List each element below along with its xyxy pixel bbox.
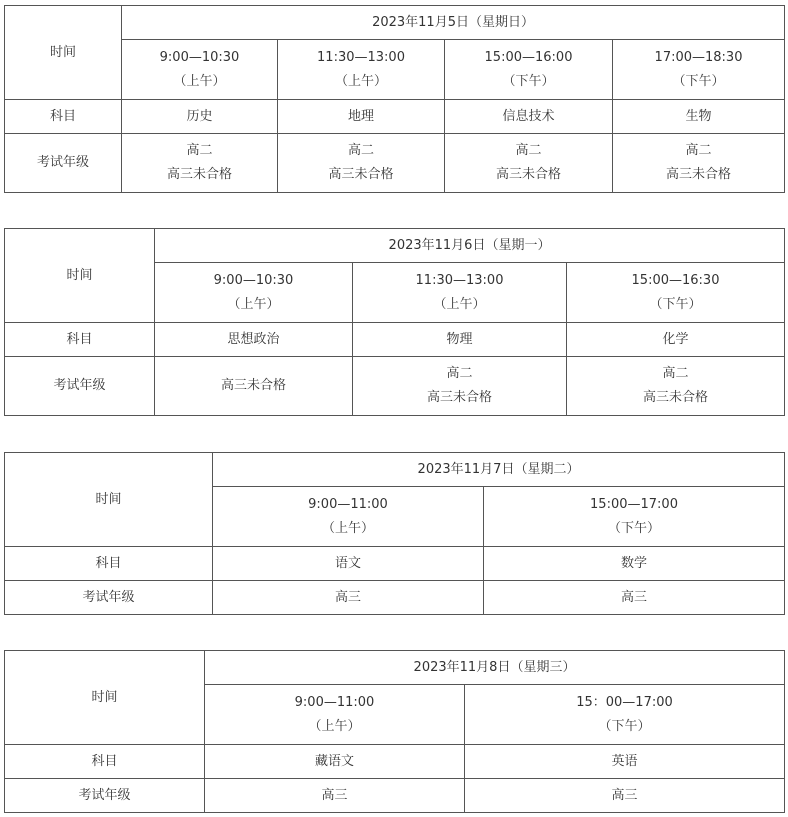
date-header: 2023年11月5日（星期日） <box>122 6 785 40</box>
subject-cell: 藏语文 <box>205 745 465 779</box>
subject-label: 科目 <box>5 547 213 581</box>
subject-cell: 信息技术 <box>445 100 613 134</box>
grade-cell: 高三 <box>205 779 465 813</box>
subject-cell: 化学 <box>567 323 785 357</box>
exam-schedule-table-day-1 <box>4 5 785 193</box>
time-range: 9:00—11:00 <box>308 496 388 512</box>
grade-line: 高二 <box>662 366 689 381</box>
subject-cell: 思想政治 <box>155 323 353 357</box>
grade-cell: 高三 <box>465 779 785 813</box>
grade-line: 高二 <box>347 143 374 158</box>
exam-schedule-table-day-2 <box>4 228 785 416</box>
time-period: （下午） <box>649 296 702 312</box>
subject-cell: 物理 <box>353 323 567 357</box>
grade-cell: 高三 <box>484 581 785 615</box>
date-header: 2023年11月6日（星期一） <box>155 229 785 263</box>
grade-cell <box>353 357 567 416</box>
subject-cell: 英语 <box>465 745 785 779</box>
time-slot <box>465 685 785 745</box>
grade-cell <box>567 357 785 416</box>
time-period: （上午） <box>321 520 374 536</box>
grade-label: 考试年级 <box>5 357 155 416</box>
subject-cell: 语文 <box>213 547 484 581</box>
grade-cell <box>445 134 613 193</box>
time-period: （下午） <box>607 520 660 536</box>
grade-line: 高二 <box>515 143 542 158</box>
grade-cell <box>122 134 278 193</box>
grade-line: 高二 <box>685 143 712 158</box>
date-header: 2023年11月8日（星期三） <box>205 651 785 685</box>
grade-cell: 高三 <box>213 581 484 615</box>
time-period: （上午） <box>334 73 387 89</box>
time-label: 时间 <box>5 453 213 547</box>
grade-cell <box>278 134 445 193</box>
time-range: 11:30—13:00 <box>317 49 405 65</box>
grade-label: 考试年级 <box>5 134 122 193</box>
grade-line: 高三未合格 <box>643 390 709 405</box>
time-range: 17:00—18:30 <box>654 49 743 65</box>
time-period: （下午） <box>502 73 555 89</box>
time-period: （下午） <box>598 718 651 734</box>
exam-schedule-table-day-4 <box>4 650 785 813</box>
exam-schedule-table-day-3 <box>4 452 785 615</box>
subject-cell: 地理 <box>278 100 445 134</box>
date-header: 2023年11月7日（星期二） <box>213 453 785 487</box>
time-period: （上午） <box>173 73 226 89</box>
grade-label: 考试年级 <box>5 581 213 615</box>
time-slot <box>613 40 785 100</box>
time-slot <box>155 263 353 323</box>
subject-cell: 生物 <box>613 100 785 134</box>
subject-cell: 历史 <box>122 100 278 134</box>
time-slot <box>353 263 567 323</box>
grade-line: 高三未合格 <box>666 167 732 182</box>
grade-cell <box>155 357 353 416</box>
time-label: 时间 <box>5 651 205 745</box>
time-period: （下午） <box>672 73 725 89</box>
time-range: 9:00—10:30 <box>159 49 240 65</box>
grade-cell <box>613 134 785 193</box>
time-slot <box>484 487 785 547</box>
grade-line: 高三未合格 <box>166 167 232 182</box>
time-slot <box>213 487 484 547</box>
time-slot <box>567 263 785 323</box>
time-label: 时间 <box>5 6 122 100</box>
time-range: 15:00—17:00 <box>590 496 678 512</box>
time-slot <box>445 40 613 100</box>
subject-cell: 数学 <box>484 547 785 581</box>
subject-label: 科目 <box>5 745 205 779</box>
time-range: 15：00—17:00 <box>576 694 673 710</box>
time-range: 11:30—13:00 <box>415 272 504 288</box>
grade-line: 高二 <box>186 143 213 158</box>
grade-line: 高三未合格 <box>220 378 286 393</box>
time-range: 15:00—16:00 <box>484 49 573 65</box>
time-range: 15:00—16:30 <box>631 272 720 288</box>
grade-line: 高三未合格 <box>495 167 561 182</box>
time-slot <box>205 685 465 745</box>
grade-line: 高二 <box>446 366 473 381</box>
time-period: （上午） <box>227 296 280 312</box>
grade-line: 高三未合格 <box>426 390 492 405</box>
subject-label: 科目 <box>5 100 122 134</box>
time-period: （上午） <box>433 296 486 312</box>
time-slot <box>122 40 278 100</box>
time-label: 时间 <box>5 229 155 323</box>
time-period: （上午） <box>308 718 361 734</box>
grade-label: 考试年级 <box>5 779 205 813</box>
time-range: 9:00—10:30 <box>213 272 294 288</box>
grade-line: 高三未合格 <box>328 167 394 182</box>
time-range: 9:00—11:00 <box>294 694 375 710</box>
subject-label: 科目 <box>5 323 155 357</box>
time-slot <box>278 40 445 100</box>
